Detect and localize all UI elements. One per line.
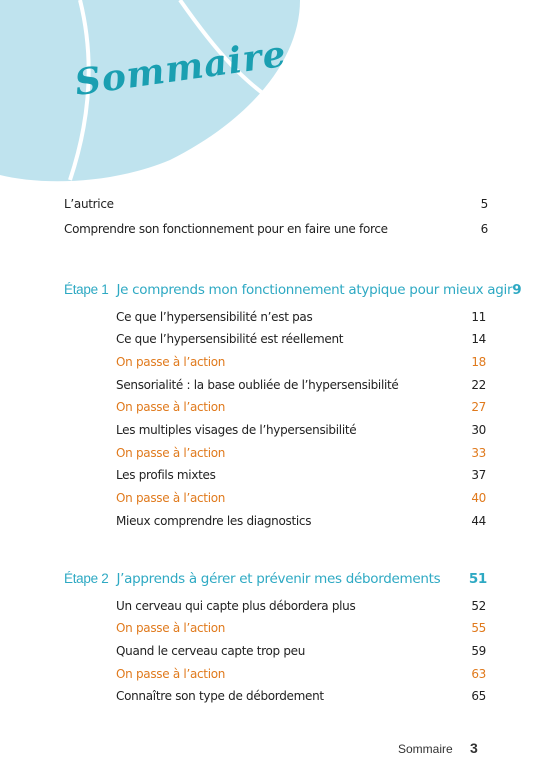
toc-entry [116,689,486,703]
toc-entry-label: On passe à l’action [116,667,226,681]
toc-entry [116,599,486,613]
step-number: Étape 1 [64,282,109,297]
step-title: Je comprends mon fonctionnement atypique pour mieux agir [116,282,513,298]
toc-entry-page: 18 [471,355,486,369]
toc-entry [64,197,488,211]
toc-entry-label: On passe à l’action [116,491,226,505]
toc-entry-page: 14 [471,332,486,346]
footer-page-number: 3 [470,740,478,756]
step-page: 9 [512,282,522,298]
step-heading [64,571,487,587]
toc-entry-label: On passe à l’action [116,621,226,635]
toc-entry-label: Ce que l’hypersensibilité n’est pas [116,310,313,324]
toc-entry [116,310,486,324]
toc-entry-page: 40 [471,491,486,505]
toc-entry-label: Les profils mixtes [116,468,216,482]
toc-entry-page: 11 [471,310,486,324]
toc-entry-page: 63 [471,667,486,681]
toc-entry-label: Ce que l’hypersensibilité est réellement [116,332,344,346]
footer-section: Sommaire [398,742,453,756]
toc-entry-label: Un cerveau qui capte plus débordera plus [116,599,356,613]
toc-entry-page: 27 [471,400,486,414]
page-title: Sommaire [72,32,290,104]
toc-entry [116,423,486,437]
toc-entry [116,468,486,482]
toc-entry-page: 5 [480,197,488,211]
toc-entry [64,222,488,236]
toc-entry [116,332,486,346]
toc-entry-label: On passe à l’action [116,446,226,460]
toc-entry-page: 44 [471,514,486,528]
step-heading [64,282,522,298]
toc-entry-action [116,446,486,460]
toc-entry-page: 33 [471,446,486,460]
toc-entry-label: Les multiples visages de l’hypersensibilité [116,423,357,437]
step-title: J’apprends à gérer et prévenir mes débordements [116,571,441,587]
toc-entry-label: Sensorialité : la base oubliée de l’hypersensibilité [116,378,399,392]
toc-entry-action [116,621,486,635]
toc-entry-page: 55 [471,621,486,635]
toc-entry-page: 22 [471,378,486,392]
toc-entry-action [116,667,486,681]
toc-entry-label: Quand le cerveau capte trop peu [116,644,306,658]
toc-entry-label: Comprendre son fonctionnement pour en faire une force [64,222,388,236]
toc-entry-action [116,355,486,369]
toc-entry-label: Connaître son type de débordement [116,689,324,703]
toc-entry [116,378,486,392]
toc-entry-label: L’autrice [64,197,114,211]
toc-entry-action [116,491,486,505]
toc-entry-page: 30 [471,423,486,437]
toc-entry-page: 65 [471,689,486,703]
toc-entry-label: On passe à l’action [116,400,226,414]
step-number: Étape 2 [64,571,109,586]
page-footer [398,740,478,756]
toc-entry-action [116,400,486,414]
toc-entry-page: 37 [471,468,486,482]
step-page: 51 [468,571,487,587]
toc-entry-label: On passe à l’action [116,355,226,369]
toc-entry-page: 52 [471,599,486,613]
toc-entry [116,514,486,528]
toc-entry-page: 59 [471,644,486,658]
toc-entry-page: 6 [480,222,488,236]
toc-entry [116,644,486,658]
toc-entry-label: Mieux comprendre les diagnostics [116,514,312,528]
